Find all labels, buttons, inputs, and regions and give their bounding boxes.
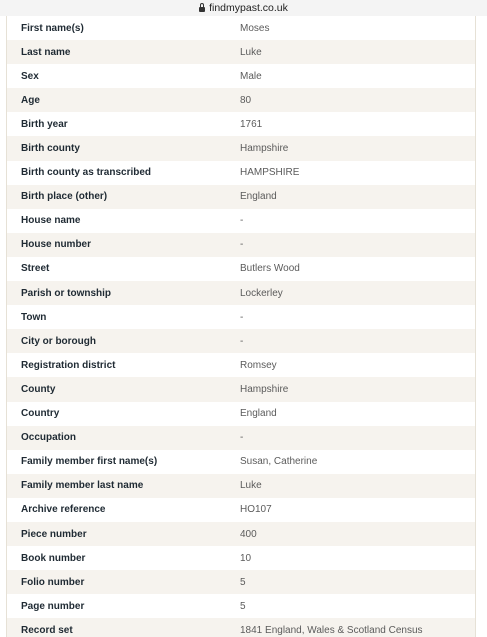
field-label: Record set xyxy=(21,624,73,636)
field-label: First name(s) xyxy=(21,22,84,34)
field-label: House number xyxy=(21,239,92,251)
field-label: Birth county xyxy=(21,143,80,155)
table-row xyxy=(7,16,475,40)
table-row xyxy=(7,402,475,426)
field-label: Age xyxy=(21,94,40,106)
table-row xyxy=(7,353,475,377)
field-label: Birth county as transcribed xyxy=(21,167,152,179)
field-value: 80 xyxy=(240,94,252,106)
field-value: England xyxy=(240,191,277,203)
field-label: Page number xyxy=(21,600,85,612)
field-label: Birth year xyxy=(21,118,68,130)
field-value: Male xyxy=(240,70,262,82)
table-row xyxy=(7,40,475,64)
field-label: Street xyxy=(21,263,50,275)
field-label: Registration district xyxy=(21,359,116,371)
field-label: House name xyxy=(21,215,81,227)
field-label: City or borough xyxy=(21,335,96,347)
field-label: Folio number xyxy=(21,576,85,588)
field-value: - xyxy=(240,432,244,444)
table-row xyxy=(7,112,475,136)
field-value: Susan, Catherine xyxy=(240,456,318,468)
table-row xyxy=(7,426,475,450)
field-value: England xyxy=(240,408,277,420)
table-row xyxy=(7,618,475,637)
table-row xyxy=(7,522,475,546)
field-value: 10 xyxy=(240,552,252,564)
field-label: County xyxy=(21,383,56,395)
field-label: Occupation xyxy=(21,432,77,444)
table-row xyxy=(7,185,475,209)
table-row xyxy=(7,450,475,474)
field-label: Piece number xyxy=(21,528,87,540)
table-row xyxy=(7,136,475,160)
table-row xyxy=(7,161,475,185)
field-value: Hampshire xyxy=(240,143,289,155)
table-row xyxy=(7,594,475,618)
table-row xyxy=(7,281,475,305)
field-value: Hampshire xyxy=(240,383,289,395)
field-label: Town xyxy=(21,311,47,323)
field-value: 5 xyxy=(240,576,246,588)
browser-url-bar[interactable] xyxy=(0,0,487,16)
table-row xyxy=(7,233,475,257)
table-row xyxy=(7,209,475,233)
field-label: Family member last name xyxy=(21,480,144,492)
table-row xyxy=(7,474,475,498)
field-label: Birth place (other) xyxy=(21,191,108,203)
field-label: Book number xyxy=(21,552,86,564)
table-row xyxy=(7,498,475,522)
table-row xyxy=(7,546,475,570)
url-text: findmypast.co.uk xyxy=(209,2,288,14)
field-value: HO107 xyxy=(240,504,272,516)
table-row xyxy=(7,64,475,88)
field-label: Archive reference xyxy=(21,504,106,516)
table-row xyxy=(7,305,475,329)
field-value: 5 xyxy=(240,600,246,612)
field-value: Luke xyxy=(240,46,262,58)
table-row xyxy=(7,88,475,112)
field-value: Butlers Wood xyxy=(240,263,300,275)
field-value: Romsey xyxy=(240,359,277,371)
field-label: Parish or township xyxy=(21,287,112,299)
field-value: - xyxy=(240,311,244,323)
field-value: - xyxy=(240,335,244,347)
field-value: - xyxy=(240,239,244,251)
table-row xyxy=(7,570,475,594)
table-row xyxy=(7,377,475,401)
field-value: Moses xyxy=(240,22,270,34)
field-label: Family member first name(s) xyxy=(21,456,158,468)
table-row xyxy=(7,257,475,281)
field-label: Sex xyxy=(21,70,39,82)
field-value: 400 xyxy=(240,528,257,540)
field-value: 1841 England, Wales & Scotland Census xyxy=(240,624,423,636)
field-label: Last name xyxy=(21,46,71,58)
transcription-table xyxy=(6,16,476,637)
field-value: HAMPSHIRE xyxy=(240,167,300,179)
field-value: - xyxy=(240,215,244,227)
field-value: 1761 xyxy=(240,118,263,130)
field-label: Country xyxy=(21,408,60,420)
field-value: Luke xyxy=(240,480,262,492)
field-value: Lockerley xyxy=(240,287,283,299)
lock-icon xyxy=(199,7,205,12)
table-row xyxy=(7,329,475,353)
